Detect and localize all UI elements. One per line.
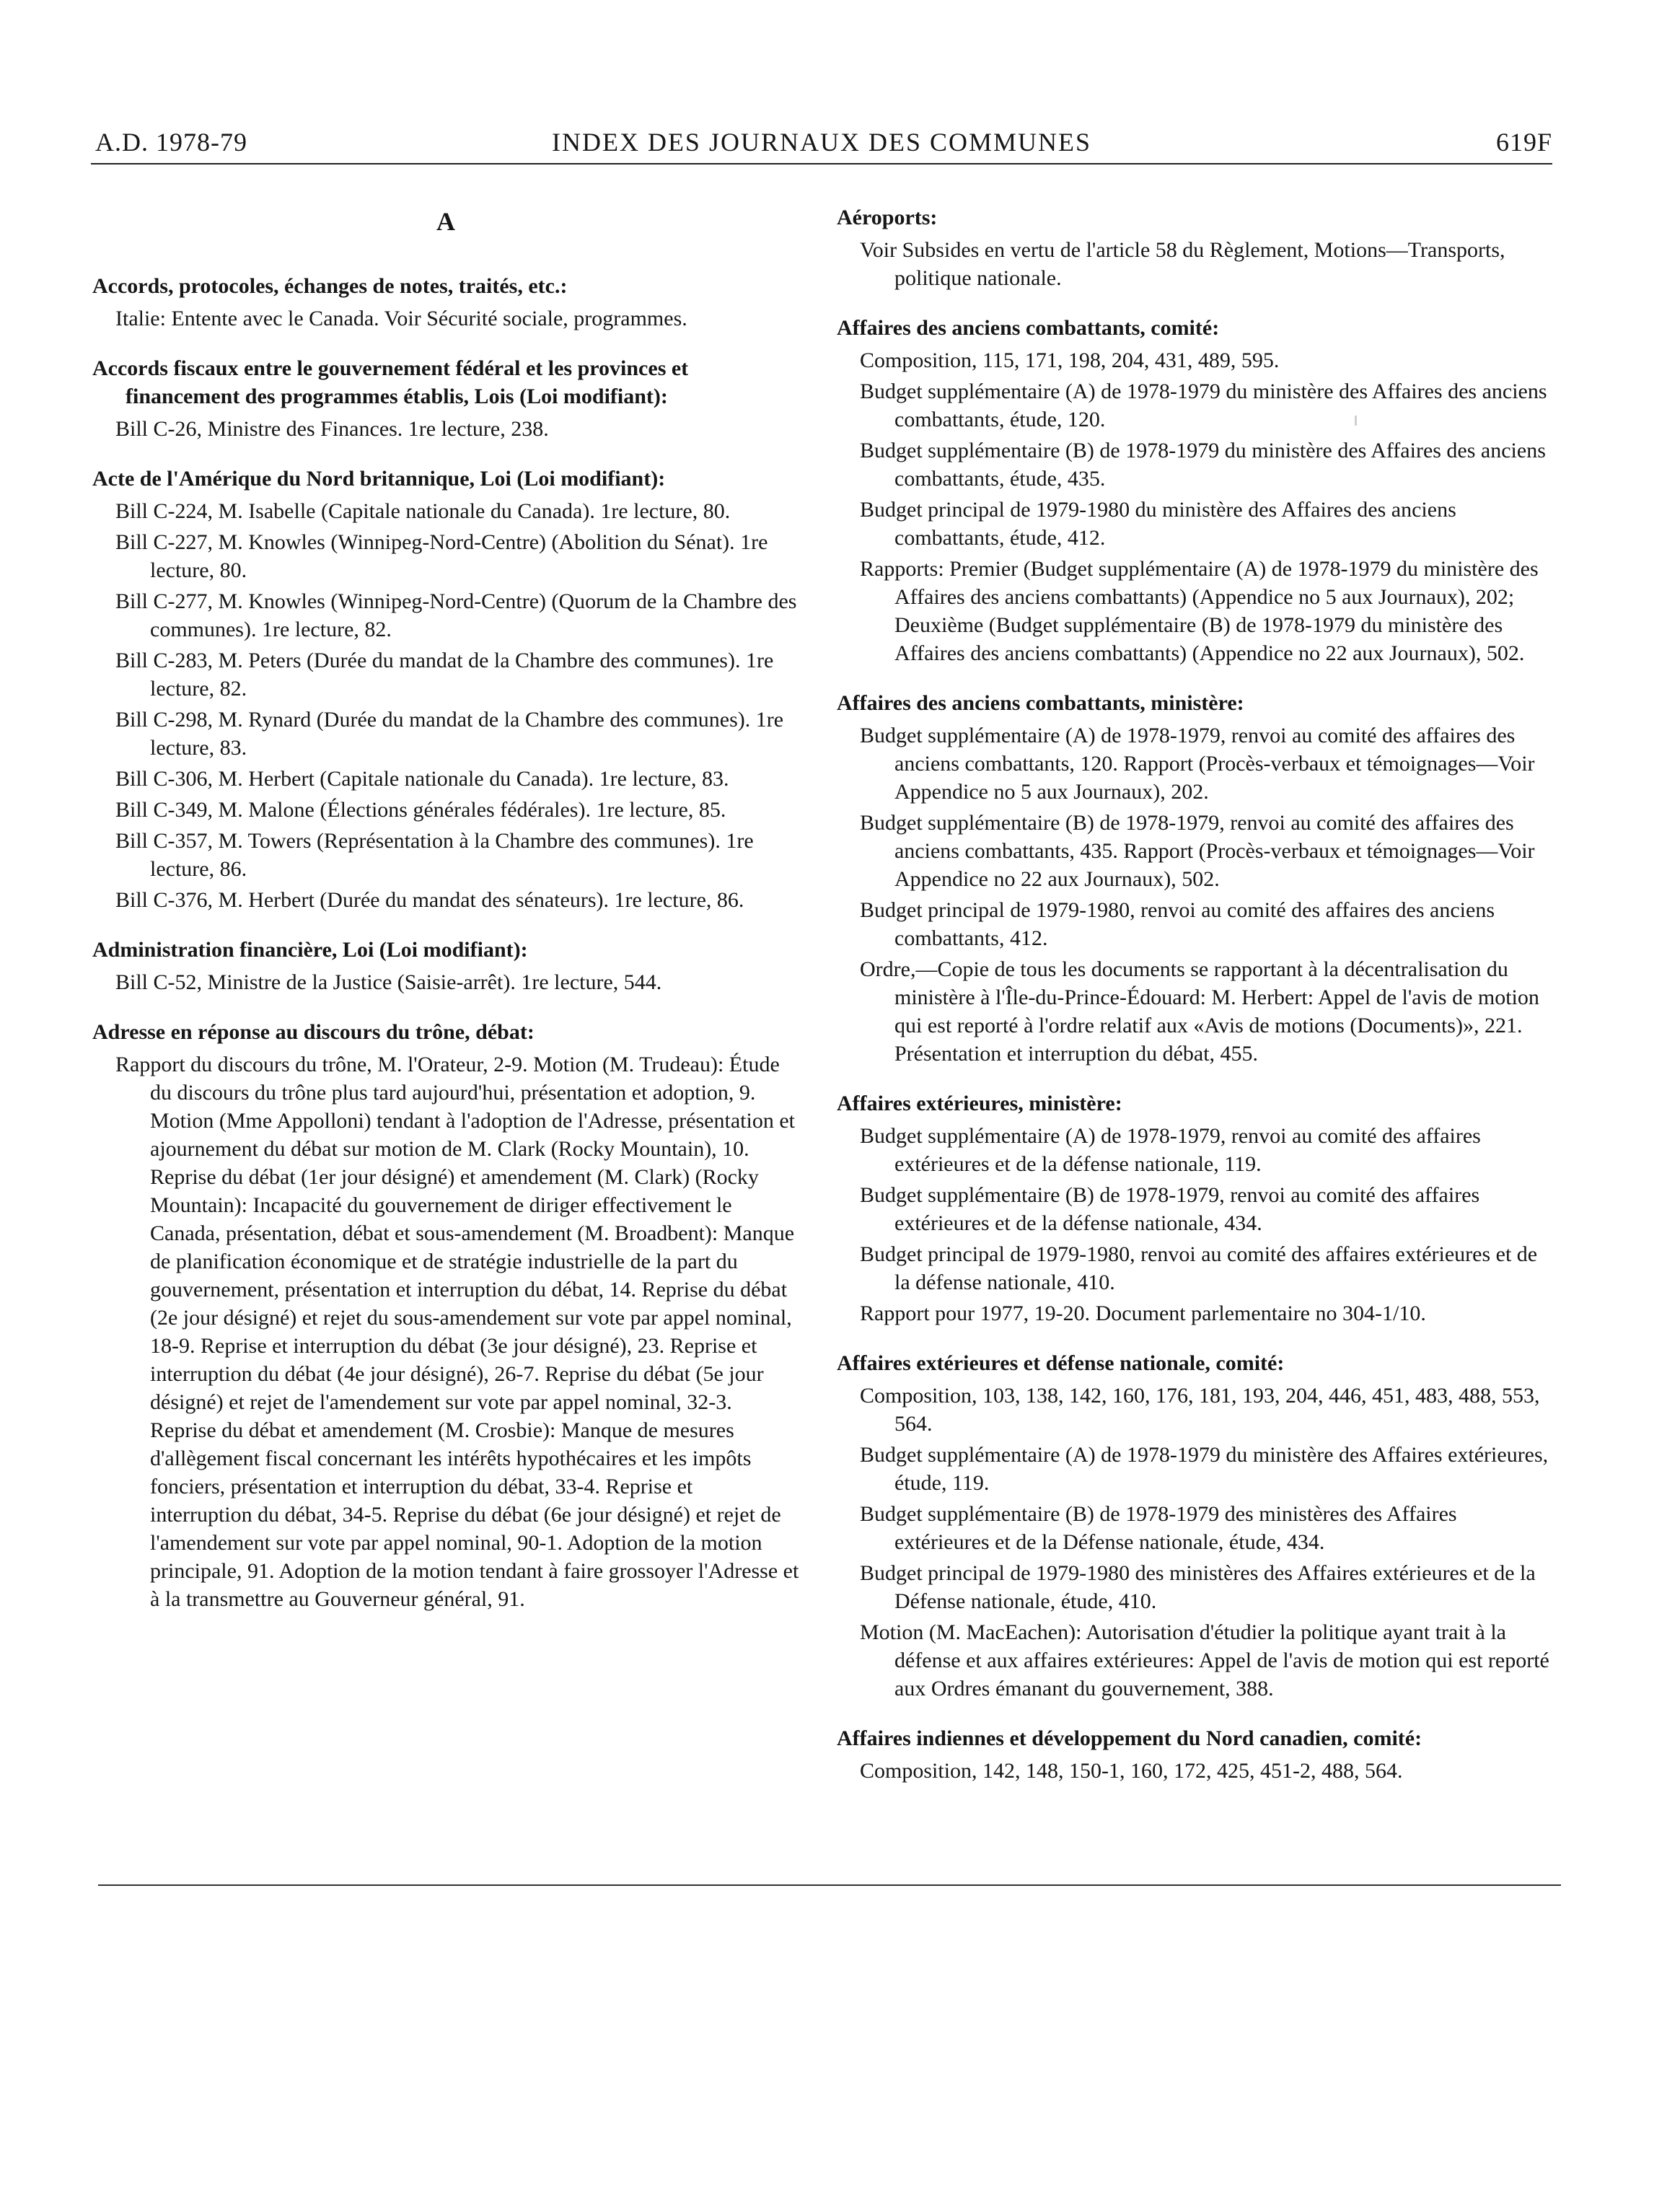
index-entry — [92, 272, 799, 333]
index-entry — [837, 203, 1555, 292]
right-column — [837, 203, 1555, 1807]
entry-subitem: Composition, 142, 148, 150-1, 160, 172, 425, 451-2, 488, 564. — [860, 1759, 1403, 1783]
entry-subitem: Rapport pour 1977, 19-20. Document parlementaire no 304-1/10. — [860, 1301, 1426, 1325]
entry-subitem: Bill C-224, M. Isabelle (Capitale nationale du Canada). 1re lecture, 80. — [115, 499, 731, 523]
entry-subitem: Bill C-277, M. Knowles (Winnipeg-Nord-Centre) (Quorum de la Chambre des communes). 1re lecture, 82. — [115, 589, 797, 641]
index-entry — [837, 1724, 1555, 1785]
left-index-entries — [92, 272, 799, 1613]
right-index-entries — [837, 203, 1555, 1785]
page-number: 619F — [1495, 128, 1552, 157]
entry-subitem: Rapports: Premier (Budget supplémentaire (A) de 1978-1979 du ministère des Affaires des anciens combattants) (Appendice no 5 aux Journaux), 202; Deuxième (Budget supplémentaire (B) de 1978-1979 du ministère des Affaires des anciens combattants) (Appendice no 22 aux Journaux), 502. — [860, 557, 1539, 665]
section-letter: A — [436, 207, 455, 236]
entry-heading: Affaires indiennes et développement du Nord canadien, comité: — [837, 1726, 1422, 1750]
entry-heading: Affaires extérieures, ministère: — [837, 1092, 1122, 1115]
entry-subitem: Budget principal de 1979-1980, renvoi au comité des affaires extérieures et de la défense nationale, 410. — [860, 1242, 1538, 1294]
entry-subitem: Bill C-357, M. Towers (Représentation à la Chambre des communes). 1re lecture, 86. — [115, 829, 754, 881]
entry-subitem: Budget principal de 1979-1980 des ministères des Affaires extérieures et de la Défense nationale, étude, 410. — [860, 1561, 1536, 1613]
entry-subitem: Budget supplémentaire (B) de 1978-1979, renvoi au comité des affaires des anciens combattants, 435. Rapport (Procès-verbaux et témoignages—Voir Appendice no 22 aux Journaux), 502. — [860, 811, 1535, 891]
entry-heading: Affaires extérieures et défense nationale, comité: — [837, 1351, 1285, 1375]
entry-subitem: Ordre,—Copie de tous les documents se rapportant à la décentralisation du ministère à l'Île-du-Prince-Édouard: M. Herbert: Appel de l'avis de motion qui est reporté à l'ordre relatif aux «Avis de motions (Documents)», 221. Présentation et interruption du débat, 455. — [860, 957, 1539, 1066]
entry-subitem: Motion (M. MacEachen): Autorisation d'étudier la politique ayant trait à la défense et aux affaires extérieures: Appel de l'avis de motion qui est reporté aux Ordres émanant du gouvernement, 388. — [860, 1620, 1549, 1700]
index-entry — [837, 1349, 1555, 1703]
index-entry — [92, 465, 799, 914]
entry-subitem: Composition, 115, 171, 198, 204, 431, 489, 595. — [860, 348, 1280, 372]
entry-subitem: Bill C-298, M. Rynard (Durée du mandat de la Chambre des communes). 1re lecture, 83. — [115, 708, 784, 760]
entry-subitem: Budget supplémentaire (A) de 1978-1979, renvoi au comité des affaires des anciens combattants, 120. Rapport (Procès-verbaux et témoignages—Voir Appendice no 5 aux Journaux), 202. — [860, 724, 1535, 804]
entry-subitem: Budget supplémentaire (B) de 1978-1979 du ministère des Affaires des anciens combattants, étude, 435. — [860, 439, 1546, 491]
entry-heading: Affaires des anciens combattants, ministère: — [837, 691, 1244, 715]
entry-subitem: Italie: Entente avec le Canada. Voir Sécurité sociale, programmes. — [115, 307, 687, 330]
entry-heading: Accords, protocoles, échanges de notes, traités, etc.: — [92, 274, 568, 298]
entry-subitem: Budget supplémentaire (A) de 1978-1979, renvoi au comité des affaires extérieures et de la défense nationale, 119. — [860, 1124, 1481, 1176]
entry-heading: Aéroports: — [837, 206, 938, 229]
index-entry — [837, 314, 1555, 667]
entry-subitem: Budget supplémentaire (A) de 1978-1979 du ministère des Affaires des anciens combattants, étude, 120. — [860, 379, 1547, 431]
entry-subitem: Bill C-349, M. Malone (Élections générales fédérales). 1re lecture, 85. — [115, 798, 726, 822]
running-header — [91, 121, 1552, 164]
index-entry — [837, 689, 1555, 1068]
entry-subitem: Rapport du discours du trône, M. l'Orateur, 2-9. Motion (M. Trudeau): Étude du discours du trône plus tard aujourd'hui, présentation et adoption, 9. Motion (Mme Appolloni) tendant à l'adoption de l'Adresse, présentation et ajournement du débat sur motion de M. Clark (Rocky Mountain), 10. Reprise du débat (1er jour désigné) et amendement (M. Clark) (Rocky Mountain): Incapacité du gouvernement de diriger effectivement le Canada, présentation, débat et sous-amendement (M. Broadbent): Manque de planification économique et de stratégie industrielle de la part du gouvernement, présentation et interruption du débat, 14. Reprise du débat (2e jour désigné) et rejet du sous-amendement sur vote par appel nominal, 18-9. Reprise et interruption du débat (3e jour désigné), 23. Reprise et interruption du débat (4e jour désigné), 26-7. Reprise du débat (5e jour désigné) et rejet de l'amendement sur vote par appel nominal, 32-3. Reprise du débat et amendement (M. Crosbie): Manque de mesures d'allègement fiscal concernant les intérêts hypothécaires et les impôts fonciers, présentation et interruption du débat, 33-4. Reprise et interruption du débat, 34-5. Reprise du débat (6e jour désigné) et rejet de l'amendement sur vote par appel nominal, 90-1. Adoption de la motion principale, 91. Adoption de la motion tendant à faire grossoyer l'Adresse et à la transmettre au Gouverneur général, 91. — [115, 1053, 799, 1611]
entry-subitem: Budget principal de 1979-1980 du ministère des Affaires des anciens combattants, étude, 412. — [860, 498, 1456, 550]
entry-heading: Acte de l'Amérique du Nord britannique, Loi (Loi modifiant): — [92, 467, 666, 491]
entry-subitem: Budget principal de 1979-1980, renvoi au comité des affaires des anciens combattants, 412. — [860, 898, 1495, 950]
index-entry — [837, 1089, 1555, 1327]
entry-heading: Administration financière, Loi (Loi modifiant): — [92, 938, 528, 962]
index-entry — [92, 936, 799, 996]
header-title: INDEX DES JOURNAUX DES COMMUNES — [551, 128, 1092, 157]
entry-subitem: Bill C-52, Ministre de la Justice (Saisie-arrêt). 1re lecture, 544. — [115, 970, 662, 994]
header-year: A.D. 1978-79 — [95, 128, 247, 157]
bottom-rule — [98, 1884, 1561, 1886]
index-entry — [92, 354, 799, 443]
entry-heading: Accords fiscaux entre le gouvernement fédéral et les provinces et financement des programmes établis, Lois (Loi modifiant): — [92, 356, 689, 408]
entry-heading: Adresse en réponse au discours du trône, débat: — [92, 1020, 535, 1044]
entry-heading: Affaires des anciens combattants, comité: — [837, 316, 1220, 340]
index-entry — [92, 1018, 799, 1613]
entry-subitem: Bill C-283, M. Peters (Durée du mandat de la Chambre des communes). 1re lecture, 82. — [115, 649, 774, 701]
entry-subitem: Composition, 103, 138, 142, 160, 176, 181, 193, 204, 446, 451, 483, 488, 553, 564. — [860, 1384, 1540, 1436]
left-column — [92, 203, 799, 1635]
entry-subitem: Bill C-227, M. Knowles (Winnipeg-Nord-Centre) (Abolition du Sénat). 1re lecture, 80. — [115, 530, 768, 582]
entry-subitem: Voir Subsides en vertu de l'article 58 du Règlement, Motions—Transports, politique nationale. — [860, 238, 1505, 290]
entry-subitem: Bill C-26, Ministre des Finances. 1re lecture, 238. — [115, 417, 549, 441]
entry-subitem: Bill C-376, M. Herbert (Durée du mandat des sénateurs). 1re lecture, 86. — [115, 888, 744, 912]
entry-subitem: Budget supplémentaire (A) de 1978-1979 du ministère des Affaires extérieures, étude, 119. — [860, 1443, 1549, 1495]
entry-subitem: Bill C-306, M. Herbert (Capitale nationale du Canada). 1re lecture, 83. — [115, 767, 729, 791]
entry-subitem: Budget supplémentaire (B) de 1978-1979 des ministères des Affaires extérieures et de la Défense nationale, étude, 434. — [860, 1502, 1457, 1554]
entry-subitem: Budget supplémentaire (B) de 1978-1979, renvoi au comité des affaires extérieures et de la défense nationale, 434. — [860, 1183, 1480, 1235]
